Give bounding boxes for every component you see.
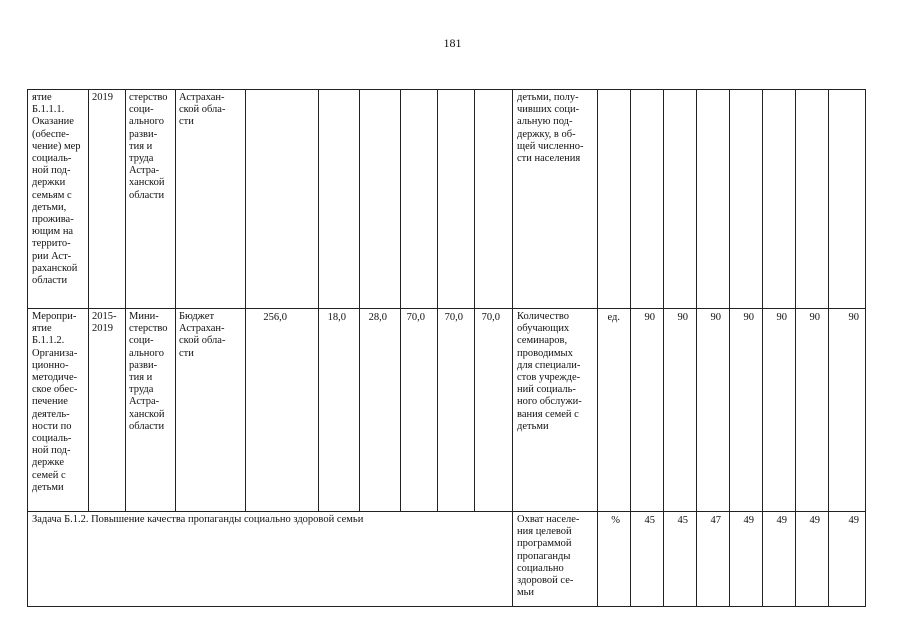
- indicator-value: 90: [848, 312, 859, 323]
- task-title: Задача Б.1.2. Повышение качества пропаганды социально здоровой семьи: [32, 514, 364, 525]
- column-rule: [175, 89, 176, 511]
- indicator-value: 45: [644, 515, 655, 526]
- indicator-value: 90: [677, 312, 688, 323]
- funding-source: Астрахан- ской обла- сти: [179, 92, 226, 128]
- indicator-name: детьми, полу- чивших соци- альную под- держку, в об- щей численно- сти населения: [517, 92, 584, 165]
- column-rule: [512, 89, 513, 607]
- indicator-name: Охват населе- ния целевой программой пропаганды социально здоровой се- мьи: [517, 514, 580, 599]
- measure-name: Меропри- ятие Б.1.1.2. Организа- ционно- методиче- ское обес- печение деятель- ности по социаль- ной под- держке семей с детьми: [32, 311, 78, 493]
- row-divider: [27, 511, 866, 512]
- amount-year: 70,0: [444, 312, 463, 323]
- column-rule: [762, 89, 763, 607]
- years: 2019: [92, 92, 113, 103]
- column-rule: [729, 89, 730, 607]
- indicator-value: 45: [677, 515, 688, 526]
- indicator-value: 90: [776, 312, 787, 323]
- column-rule: [88, 89, 89, 511]
- column-rule: [27, 89, 28, 607]
- amount-year: 28,0: [368, 312, 387, 323]
- funding-source: Бюджет Астрахан- ской обла- сти: [179, 311, 226, 359]
- column-rule: [400, 89, 401, 511]
- indicator-unit: ед.: [607, 312, 620, 323]
- indicator-value: 90: [743, 312, 754, 323]
- amount-total: 256,0: [263, 312, 287, 323]
- indicator-value: 49: [776, 515, 787, 526]
- indicator-value: 90: [644, 312, 655, 323]
- page-number: 181: [443, 36, 462, 50]
- executor: стерство соци- ального разви- тия и труда Астра- ханской области: [129, 92, 168, 201]
- column-rule: [318, 89, 319, 511]
- measure-name: ятие Б.1.1.1. Оказание (обеспе- чение) мер социаль- ной под- держки семьям с детьми, прожива- ющим на террито- рии Аст- раханской области: [32, 92, 81, 287]
- column-rule: [696, 89, 697, 607]
- indicator-value: 49: [743, 515, 754, 526]
- years: 2015- 2019: [92, 311, 117, 335]
- table-right-border: [865, 89, 866, 607]
- column-rule: [828, 89, 829, 607]
- column-rule: [663, 89, 664, 607]
- column-rule: [245, 89, 246, 511]
- indicator-value: 49: [809, 515, 820, 526]
- indicator-value: 49: [848, 515, 859, 526]
- column-rule: [437, 89, 438, 511]
- column-rule: [630, 89, 631, 607]
- amount-year: 18,0: [327, 312, 346, 323]
- column-rule: [795, 89, 796, 607]
- indicator-name: Количество обучающих семинаров, проводимых для специали- стов учрежде- ний социаль- ного обслужи- вания семей с детьми: [517, 311, 582, 432]
- executor: Мини- стерство соци- ального разви- тия и труда Астра- ханской области: [129, 311, 168, 432]
- indicator-value: 47: [710, 515, 721, 526]
- indicator-value: 90: [809, 312, 820, 323]
- table-bottom-border: [27, 606, 866, 607]
- table-top-border: [27, 89, 866, 90]
- indicator-value: 90: [710, 312, 721, 323]
- column-rule: [359, 89, 360, 511]
- column-rule: [474, 89, 475, 511]
- row-divider: [27, 308, 866, 309]
- amount-year: 70,0: [481, 312, 500, 323]
- column-rule: [597, 89, 598, 607]
- indicator-unit: %: [611, 515, 620, 526]
- column-rule: [125, 89, 126, 511]
- amount-year: 70,0: [406, 312, 425, 323]
